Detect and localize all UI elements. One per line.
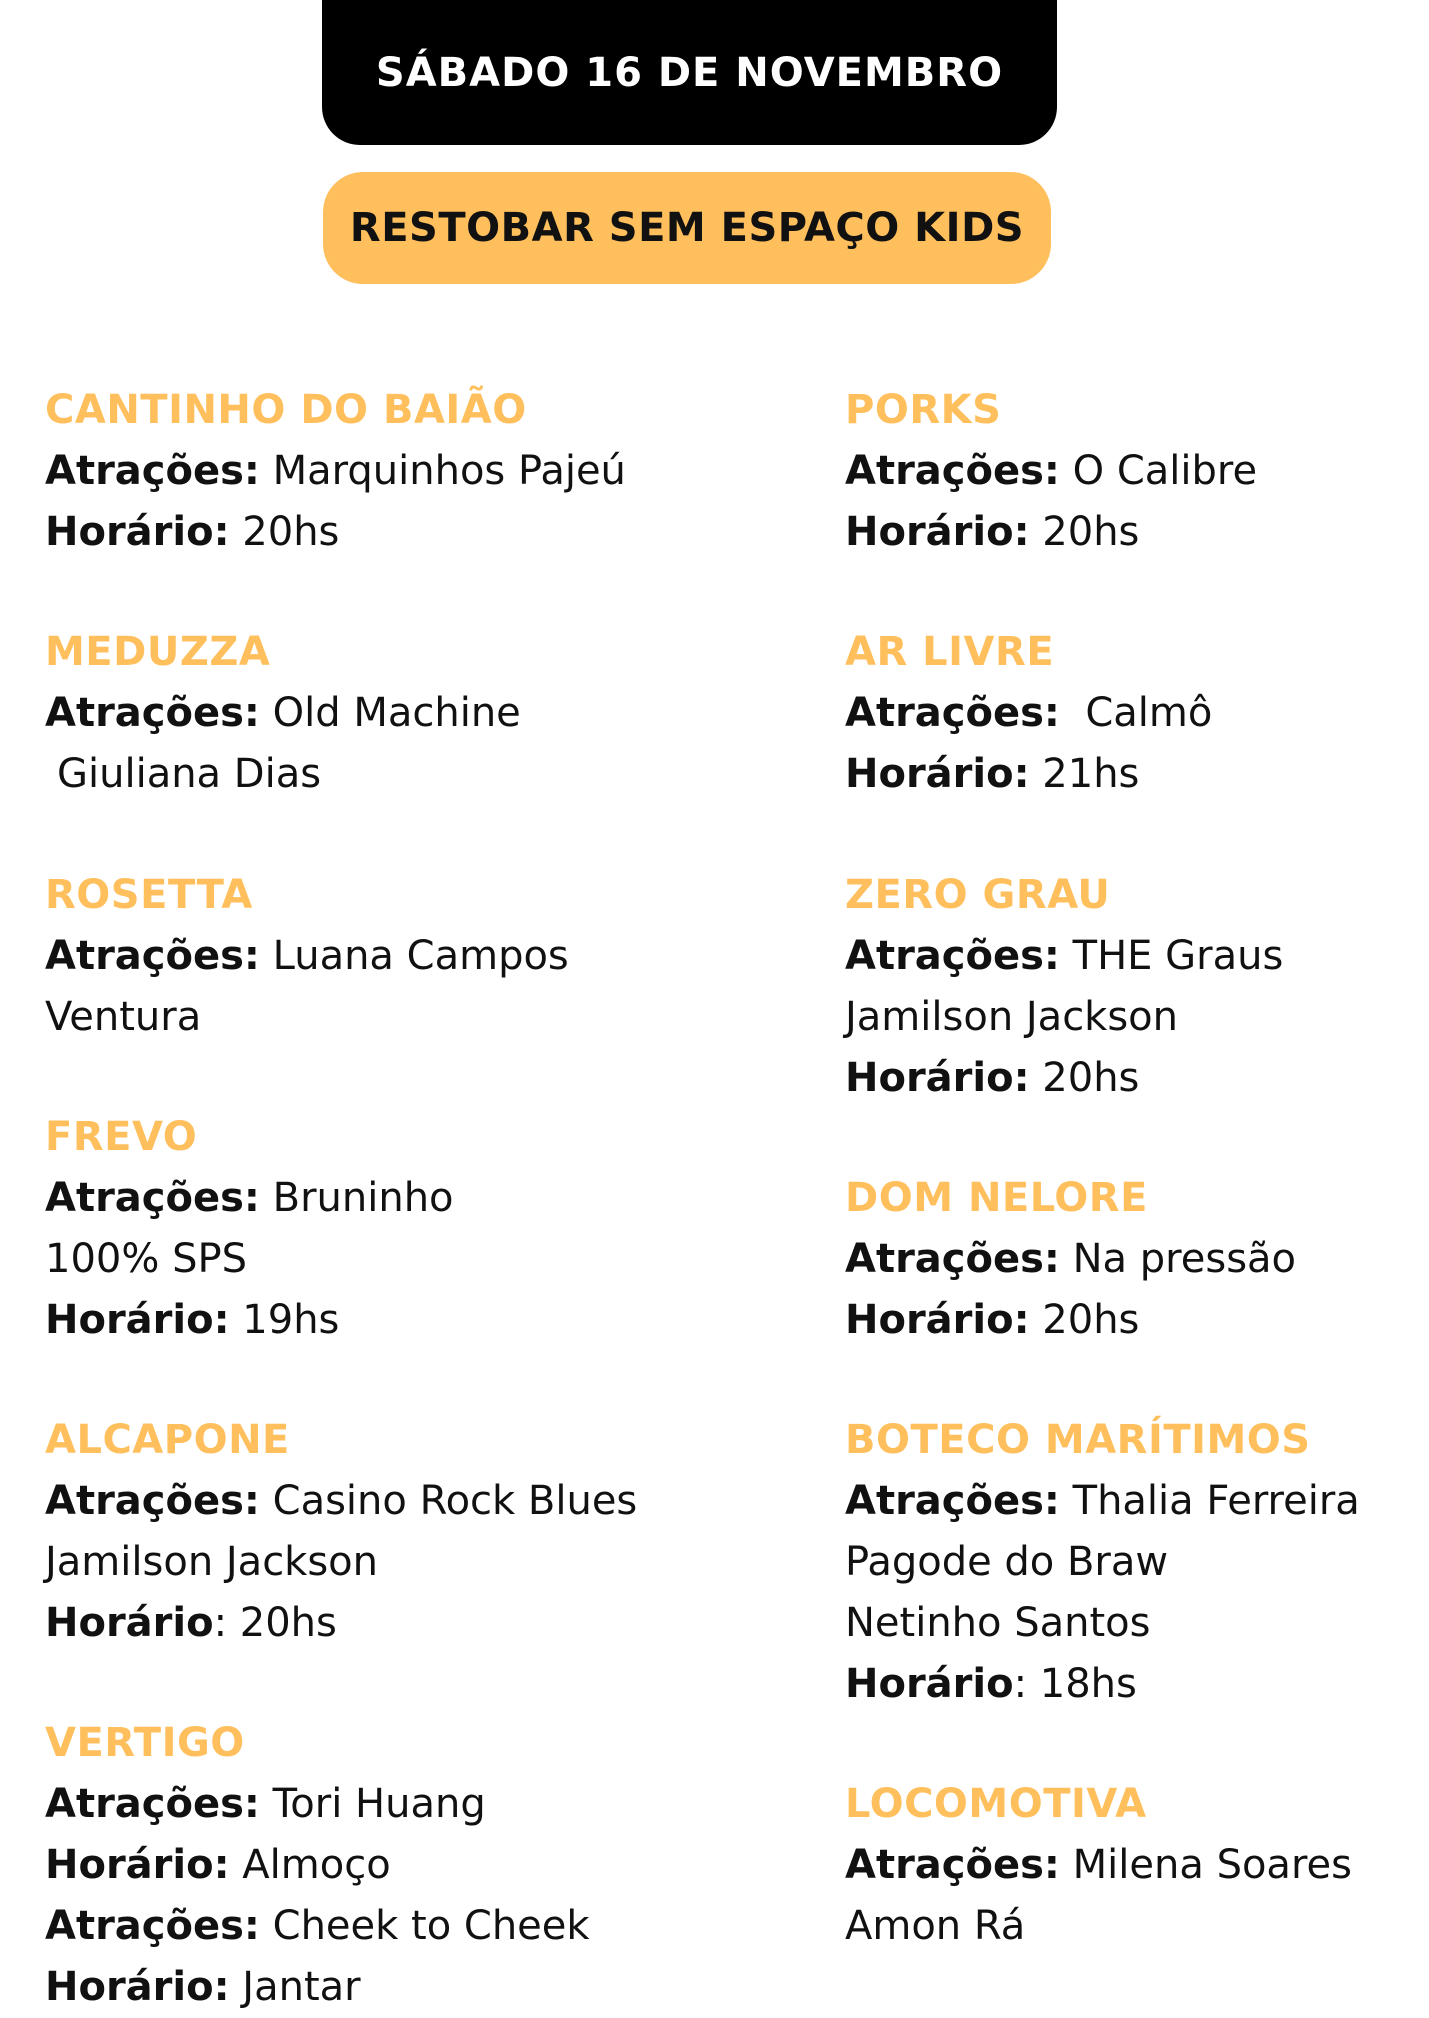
line-label: Horário:	[45, 1842, 230, 1888]
line-value: Almoço	[229, 1842, 391, 1888]
attraction-line	[845, 1471, 1360, 1532]
venue-block-ar-livre	[845, 622, 1212, 805]
line-value: Jantar	[229, 1964, 361, 2010]
line-value: Pagode do Braw	[845, 1539, 1169, 1585]
attraction-line	[45, 1471, 637, 1532]
venue-name: PORKS	[845, 387, 1002, 433]
line-label: Atrações:	[845, 1236, 1060, 1282]
line-label: Horário:	[45, 509, 230, 555]
venue-name: CANTINHO DO BAIÃO	[45, 387, 527, 433]
venue-name: AR LIVRE	[845, 629, 1055, 675]
time-line	[845, 1654, 1360, 1715]
line-value: Tori Huang	[259, 1781, 486, 1827]
line-label: Horário:	[845, 1297, 1030, 1343]
line-label: Atrações:	[845, 690, 1060, 736]
line-label: Horário:	[845, 751, 1030, 797]
line-value: 20hs	[1029, 1297, 1140, 1343]
line-label: Horário:	[845, 1055, 1030, 1101]
attraction-line	[45, 744, 521, 805]
line-value: O Calibre	[1059, 448, 1258, 494]
line-label: Horário:	[845, 509, 1030, 555]
line-label: Atrações:	[845, 933, 1060, 979]
line-value: Casino Rock Blues	[259, 1478, 638, 1524]
time-line	[845, 502, 1257, 563]
attraction-line	[845, 1532, 1360, 1593]
venue-block-alcapone	[45, 1410, 637, 1654]
line-value: 19hs	[229, 1297, 340, 1343]
line-value: Thalia Ferreira	[1059, 1478, 1360, 1524]
time-line	[845, 744, 1212, 805]
attraction-line	[45, 1774, 590, 1835]
line-value: Na pressão	[1059, 1236, 1297, 1282]
attraction-line	[845, 987, 1283, 1048]
venue-name: ALCAPONE	[45, 1417, 290, 1463]
line-value: 21hs	[1029, 751, 1140, 797]
line-label: Atrações:	[45, 1903, 260, 1949]
attraction-line	[845, 441, 1257, 502]
line-value: Old Machine	[259, 690, 521, 736]
attraction-line	[845, 1229, 1296, 1290]
line-label: Horário:	[45, 1964, 230, 2010]
attraction-line	[45, 1532, 637, 1593]
attraction-line	[45, 1229, 454, 1290]
line-value: Luana Campos	[259, 933, 569, 979]
time-line	[45, 1835, 590, 1896]
line-label: Atrações:	[45, 1175, 260, 1221]
line-value: Marquinhos Pajeú	[259, 448, 626, 494]
line-value: Netinho Santos	[845, 1600, 1151, 1646]
time-line	[45, 502, 626, 563]
venue-name: BOTECO MARÍTIMOS	[845, 1417, 1311, 1463]
venue-block-locomotiva	[845, 1774, 1352, 1957]
venue-block-zero-grau	[845, 865, 1283, 1109]
line-value: Jamilson Jackson	[45, 1539, 379, 1585]
line-label: Atrações:	[845, 1478, 1060, 1524]
date-title: SÁBADO 16 DE NOVEMBRO	[375, 49, 1004, 96]
line-value: : 18hs	[1013, 1661, 1137, 1707]
line-value: Jamilson Jackson	[845, 994, 1179, 1040]
line-label: Atrações:	[845, 1842, 1060, 1888]
venue-banner	[323, 172, 1051, 284]
venue-name: ROSETTA	[45, 872, 253, 918]
line-value: 100% SPS	[45, 1236, 247, 1282]
line-value: Ventura	[45, 994, 202, 1040]
attraction-line	[45, 441, 626, 502]
venue-block-cantinho-do-baiao	[45, 380, 626, 563]
venue-block-porks	[845, 380, 1257, 563]
time-line	[45, 1593, 637, 1654]
attraction-line	[845, 1593, 1360, 1654]
attraction-line	[45, 1896, 590, 1957]
line-value: Bruninho	[259, 1175, 454, 1221]
line-value: Calmô	[1059, 690, 1213, 736]
venue-name: ZERO GRAU	[845, 872, 1111, 918]
venue-block-meduzza	[45, 622, 521, 805]
venue-block-vertigo	[45, 1713, 590, 2018]
line-label: Atrações:	[845, 448, 1060, 494]
line-label: Atrações:	[45, 933, 260, 979]
line-label: Horário	[845, 1661, 1014, 1707]
venue-block-rosetta	[45, 865, 569, 1048]
date-banner	[322, 0, 1057, 145]
attraction-line	[845, 683, 1212, 744]
venue-subtitle: RESTOBAR SEM ESPAÇO KIDS	[349, 205, 1025, 251]
attraction-line	[845, 1835, 1352, 1896]
venue-name: VERTIGO	[45, 1720, 245, 1766]
attraction-line	[45, 1168, 454, 1229]
line-value: Milena Soares	[1059, 1842, 1352, 1888]
time-line	[45, 1957, 590, 2018]
line-value: THE Graus	[1059, 933, 1284, 979]
line-label: Atrações:	[45, 448, 260, 494]
venue-name: FREVO	[45, 1114, 198, 1160]
attraction-line	[845, 1896, 1352, 1957]
line-label: Atrações:	[45, 1478, 260, 1524]
time-line	[845, 1048, 1283, 1109]
venue-block-boteco-maritimos	[845, 1410, 1360, 1715]
line-value: 20hs	[1029, 1055, 1140, 1101]
venue-block-frevo	[45, 1107, 454, 1351]
venue-name: DOM NELORE	[845, 1175, 1148, 1221]
attraction-line	[45, 987, 569, 1048]
attraction-line	[845, 926, 1283, 987]
venue-name: MEDUZZA	[45, 629, 271, 675]
line-label: Horário:	[45, 1297, 230, 1343]
line-label: Atrações:	[45, 690, 260, 736]
line-value: Amon Rá	[845, 1903, 1026, 1949]
time-line	[845, 1290, 1296, 1351]
line-value: 20hs	[229, 509, 340, 555]
line-value: : 20hs	[213, 1600, 337, 1646]
attraction-line	[45, 683, 521, 744]
time-line	[45, 1290, 454, 1351]
line-value: Cheek to Cheek	[259, 1903, 590, 1949]
venue-name: LOCOMOTIVA	[845, 1781, 1147, 1827]
line-value: 20hs	[1029, 509, 1140, 555]
line-value: Giuliana Dias	[57, 751, 322, 797]
attraction-line	[45, 926, 569, 987]
line-label: Atrações:	[45, 1781, 260, 1827]
venue-block-dom-nelore	[845, 1168, 1296, 1351]
line-label: Horário	[45, 1600, 214, 1646]
